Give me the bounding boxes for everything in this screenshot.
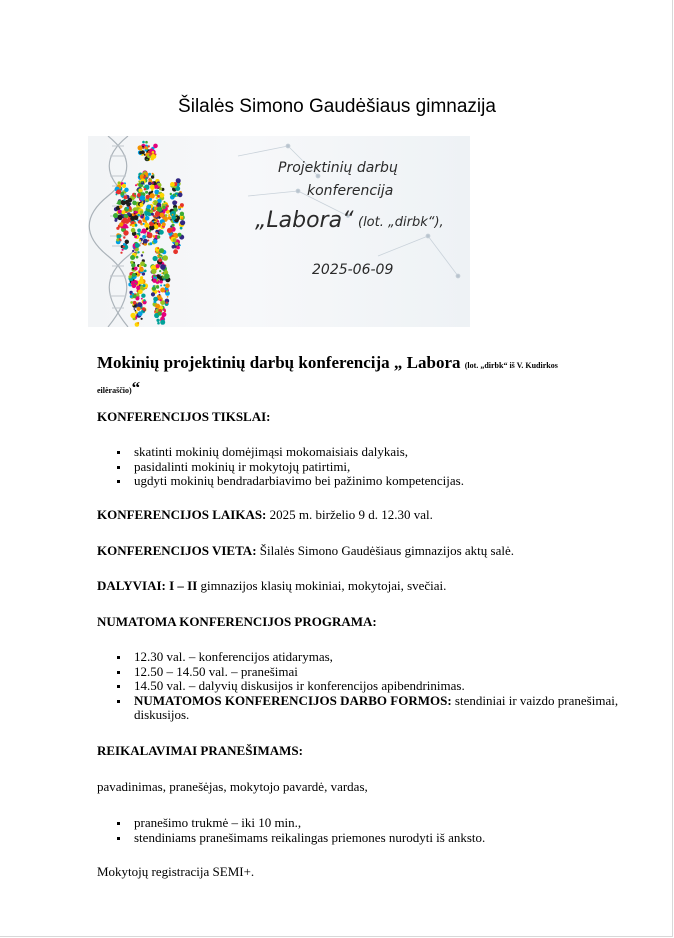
figure-dot: [123, 236, 125, 238]
figure-dot: [137, 229, 141, 233]
figure-dot: [149, 154, 151, 156]
figure-dot: [130, 301, 133, 304]
figure-dot: [118, 181, 121, 184]
figure-dot: [145, 191, 148, 194]
figure-dot: [145, 178, 147, 180]
figure-dot: [163, 308, 166, 311]
figure-dot: [148, 145, 150, 147]
figure-dot: [153, 144, 158, 149]
figure-dot: [154, 190, 159, 195]
figure-dot: [152, 202, 154, 204]
heading-note-b: eilėraščio): [97, 386, 132, 395]
figure-dot: [164, 274, 170, 280]
figure-dot: [158, 186, 160, 188]
figure-dot: [134, 211, 137, 214]
figure-dot: [160, 320, 165, 325]
heading-note-a: (lot. „dirbk“ iš V. Kudirkos: [464, 361, 558, 370]
list-item: 14.50 val. – dalyvių diskusijos ir konferencijos apibendrinimas.: [117, 679, 647, 694]
figure-dot: [117, 215, 122, 220]
figure-dot: [136, 252, 138, 254]
figure-dot: [152, 221, 154, 223]
figure-dot: [137, 307, 141, 311]
list-item: pasidalinti mokinių ir mokytojų patirtimi,: [117, 460, 464, 475]
figure-dot: [123, 199, 125, 201]
figure-dot: [125, 240, 129, 244]
figure-dot: [162, 255, 168, 261]
figure-dot: [152, 182, 154, 184]
figure-dot: [151, 269, 156, 274]
figure-dot: [130, 295, 133, 298]
figure-dot: [134, 193, 136, 195]
figure-dot: [142, 235, 146, 239]
figure-dot: [134, 235, 137, 238]
figure-dot: [153, 275, 156, 278]
figure-dot: [181, 217, 183, 219]
list-item: stendiniams pranešimams reikalingas priemones nurodyti iš anksto.: [117, 831, 485, 846]
figure-dot: [143, 239, 148, 244]
figure-dot: [132, 224, 135, 227]
banner-name-note: (lot. „dirbk“),: [358, 215, 444, 230]
figure-dot: [130, 224, 132, 226]
figure-dot: [168, 216, 172, 220]
figure-dot: [133, 301, 137, 305]
figure-dot: [160, 193, 165, 198]
list-item: pranešimo trukmė – iki 10 min.,: [117, 816, 485, 831]
figure-dot: [156, 319, 159, 322]
figure-dot: [118, 210, 122, 214]
figure-dot: [152, 279, 156, 283]
banner-date: 2025-06-09: [312, 262, 394, 278]
banner-conference-name: „Labora“: [255, 208, 354, 233]
figure-dot: [114, 219, 117, 222]
figure-dot: [160, 280, 163, 283]
figure-dot: [138, 311, 143, 316]
figure-dot: [160, 288, 165, 293]
figure-dot: [170, 225, 172, 227]
figure-dot: [148, 173, 151, 176]
figure-dot: [157, 203, 161, 207]
participants-value: gimnazijos klasių mokiniai, mokytojai, svečiai.: [200, 578, 447, 593]
venue-line: [97, 543, 514, 558]
figure-dot: [140, 204, 143, 207]
figure-dot: [173, 249, 178, 254]
figure-dot: [128, 275, 131, 278]
figure-dot: [165, 283, 170, 288]
figure-dot: [158, 311, 162, 315]
figure-dot: [130, 255, 135, 260]
time-line: [97, 507, 433, 522]
figure-dot: [147, 176, 149, 178]
figure-dot: [123, 243, 126, 246]
venue-value: Šilalės Simono Gaudėšiaus gimnazijos aktų salė.: [259, 543, 514, 558]
heading-close-quote: “: [131, 378, 141, 397]
time-label: KONFERENCIJOS LAIKAS:: [97, 507, 267, 522]
figure-dot: [175, 242, 179, 246]
figure-dot: [139, 267, 144, 272]
banner-line-2: konferencija: [307, 183, 394, 199]
participants-label: DALYVIAI: I – II: [97, 578, 198, 593]
figure-dot: [137, 322, 139, 324]
figure-dot: [170, 182, 175, 187]
figure-dot: [137, 274, 140, 277]
figure-dot: [159, 248, 164, 253]
figure-dot: [145, 216, 150, 221]
figure-dot: [167, 228, 172, 233]
figure-dot: [141, 150, 145, 154]
figure-dot: [157, 235, 160, 238]
figure-dot: [123, 218, 128, 223]
figure-dot: [141, 216, 144, 219]
figure-dot: [157, 322, 160, 325]
figure-dot: [165, 270, 167, 272]
figure-dot: [137, 251, 139, 253]
forms-label: NUMATOMOS KONFERENCIJOS DARBO FORMOS:: [134, 692, 452, 708]
figure-dot: [155, 153, 157, 155]
figure-dot: [123, 230, 128, 235]
list-item: ugdyti mokinių bendradarbiavimo bei pažinimo kompetencijas.: [117, 474, 464, 489]
figure-dot: [162, 315, 165, 318]
figure-dot: [132, 201, 137, 206]
figure-dot: [137, 303, 141, 307]
program-label: NUMATOMA KONFERENCIJOS PROGRAMA:: [97, 614, 377, 629]
figure-dot: [165, 204, 167, 206]
figure-dot: [141, 298, 143, 300]
figure-dot: [127, 207, 129, 209]
figure-dot: [156, 264, 160, 268]
figure-dot: [155, 304, 160, 309]
figure-dot: [156, 286, 159, 289]
figure-dot: [146, 195, 150, 199]
venue-label: KONFERENCIJOS VIETA:: [97, 543, 257, 558]
figure-dot: [151, 191, 153, 193]
figure-dot: [130, 261, 133, 264]
figure-dot: [155, 212, 160, 217]
figure-dot: [180, 220, 185, 225]
requirements-intro: pavadinimas, pranešėjas, mokytojo pavardė, vardas,: [97, 779, 368, 794]
figure-dot: [159, 270, 161, 272]
figure-dot: [159, 294, 161, 296]
figure-dot: [158, 291, 160, 293]
figure-dot: [122, 196, 124, 198]
figure-dot: [146, 205, 151, 210]
figure-dot: [113, 213, 118, 218]
figure-dot: [152, 173, 154, 175]
list-item: [117, 694, 647, 723]
figure-dot: [157, 220, 159, 222]
figure-dot: [171, 216, 176, 221]
figure-dot: [122, 184, 126, 188]
figure-dot: [123, 224, 128, 229]
figure-dot: [146, 201, 148, 203]
figure-dot: [135, 184, 137, 186]
figure-dot: [144, 270, 147, 273]
figure-dot: [139, 188, 143, 192]
figure-dot: [148, 151, 150, 153]
figure-dot: [173, 238, 177, 242]
figure-dot: [140, 231, 142, 233]
figure-dot: [160, 264, 166, 270]
figure-dot: [178, 192, 183, 197]
figure-dot: [148, 182, 152, 186]
figure-dot: [157, 255, 159, 257]
figure-dot: [140, 195, 146, 201]
list-item: 12.50 – 14.50 val. – pranešimai: [117, 665, 647, 680]
figure-dot: [164, 201, 166, 203]
program-list: [117, 650, 647, 723]
figure-dot: [178, 206, 181, 209]
figure-dot: [138, 145, 143, 150]
figure-dot: [151, 213, 154, 216]
figure-dot: [132, 250, 134, 252]
figure-dot: [153, 297, 158, 302]
figure-dot: [144, 188, 147, 191]
figure-dot: [162, 206, 165, 209]
list-item: skatinti mokinių domėjimąsi mokomaisiais dalykais,: [117, 445, 464, 460]
figure-dot: [154, 221, 156, 223]
figure-dot: [170, 193, 172, 195]
figure-dot: [160, 299, 162, 301]
forms-value: stendiniai ir vaizdo pranešimai, diskusijos.: [134, 692, 619, 722]
figure-dot: [157, 247, 159, 249]
figure-dot: [173, 211, 175, 213]
figure-dot: [119, 205, 122, 208]
figure-dot: [146, 227, 149, 230]
figure-dot: [153, 235, 156, 238]
figure-dot: [134, 224, 137, 227]
figure-dot: [172, 200, 177, 205]
figure-dot: [141, 254, 143, 256]
goals-label: KONFERENCIJOS TIKSLAI:: [97, 409, 271, 424]
figure-dot: [152, 151, 155, 154]
figure-dot: [122, 246, 124, 248]
figure-dot: [131, 228, 136, 233]
figure-dot: [154, 225, 159, 230]
list-item: 12.30 val. – konferencijos atidarymas,: [117, 650, 647, 665]
figure-dot: [147, 209, 150, 212]
figure-dot: [152, 287, 156, 291]
figure-dot: [160, 274, 162, 276]
figure-dot: [153, 239, 157, 243]
figure-dot: [173, 194, 175, 196]
conference-banner: [88, 136, 470, 327]
figure-dot: [167, 296, 169, 298]
figure-dot: [126, 203, 130, 207]
figure-dot: [149, 198, 152, 201]
figure-dot: [132, 283, 137, 288]
figure-dot: [140, 261, 145, 266]
figure-dot: [132, 273, 136, 277]
figure-dot: [141, 318, 143, 320]
figure-dot: [133, 294, 137, 298]
time-value: 2025 m. birželio 9 d. 12.30 val.: [269, 507, 433, 522]
figure-dot: [134, 215, 139, 220]
figure-dot: [139, 239, 141, 241]
figure-dot: [143, 299, 145, 301]
figure-dot: [155, 247, 160, 252]
figure-dot: [142, 251, 144, 253]
figure-dot: [180, 212, 184, 216]
figure-dot: [151, 292, 155, 296]
heading-main: Mokinių projektinių darbų konferencija „ Labora: [97, 353, 461, 372]
registration-note: Mokytojų registracija SEMI+.: [97, 864, 255, 879]
requirements-label: REIKALAVIMAI PRANEŠIMAMS:: [97, 743, 303, 758]
requirements-list: [117, 816, 485, 845]
figure-dot: [143, 223, 145, 225]
figure-dot: [159, 230, 164, 235]
figure-dot: [121, 210, 125, 214]
school-title: Šilalės Simono Gaudėšiaus gimnazija: [178, 96, 496, 117]
figure-dot: [180, 227, 183, 230]
figure-dot: [135, 243, 140, 248]
figure-dot: [120, 252, 122, 254]
figure-dot: [154, 185, 158, 189]
figure-dot: [159, 213, 164, 218]
figure-dot: [145, 141, 148, 144]
figure-dot: [139, 279, 144, 284]
figure-dot: [119, 238, 121, 240]
figure-dot: [157, 195, 160, 198]
figure-dot: [116, 189, 121, 194]
goals-list: [117, 445, 464, 489]
figure-dot: [162, 222, 166, 226]
figure-dot: [141, 181, 143, 183]
figure-dot: [178, 233, 182, 237]
figure-dot: [142, 141, 145, 144]
figure-dot: [166, 290, 168, 292]
figure-dot: [147, 232, 150, 235]
figure-dot: [141, 294, 145, 298]
figure-dot: [124, 188, 128, 192]
figure-dot: [134, 308, 136, 310]
figure-dot: [123, 195, 127, 199]
figure-dot: [140, 210, 143, 213]
figure-dot: [149, 242, 152, 245]
figure-dot: [119, 222, 123, 226]
figure-dot: [144, 223, 149, 228]
figure-dot: [135, 311, 138, 314]
figure-dot: [132, 268, 134, 270]
figure-dot: [160, 285, 162, 287]
figure-dot: [117, 203, 119, 205]
figure-dot: [146, 159, 148, 161]
figure-dot: [158, 258, 162, 262]
figure-dot: [165, 214, 168, 217]
main-heading: [97, 352, 627, 402]
figure-dot: [169, 234, 171, 236]
figure-dot: [130, 313, 135, 318]
figure-dot: [142, 287, 145, 290]
figure-dot: [134, 267, 138, 271]
figure-dot: [176, 178, 181, 183]
participants-line: [97, 578, 446, 593]
figure-dot: [150, 185, 155, 190]
figure-dot: [156, 232, 158, 234]
figure-dot: [166, 302, 168, 304]
figure-dot: [168, 214, 170, 216]
figure-dot: [138, 289, 143, 294]
figure-dot: [157, 207, 162, 212]
figure-dot: [153, 256, 158, 261]
figure-dot: [176, 246, 180, 250]
figure-dot: [142, 214, 144, 216]
banner-line-1: Projektinių darbų: [278, 160, 398, 176]
figure-dot: [161, 255, 163, 257]
figure-dot: [150, 193, 155, 198]
figure-dot: [145, 146, 148, 149]
figure-dot: [143, 284, 146, 287]
figure-dot: [140, 276, 143, 279]
